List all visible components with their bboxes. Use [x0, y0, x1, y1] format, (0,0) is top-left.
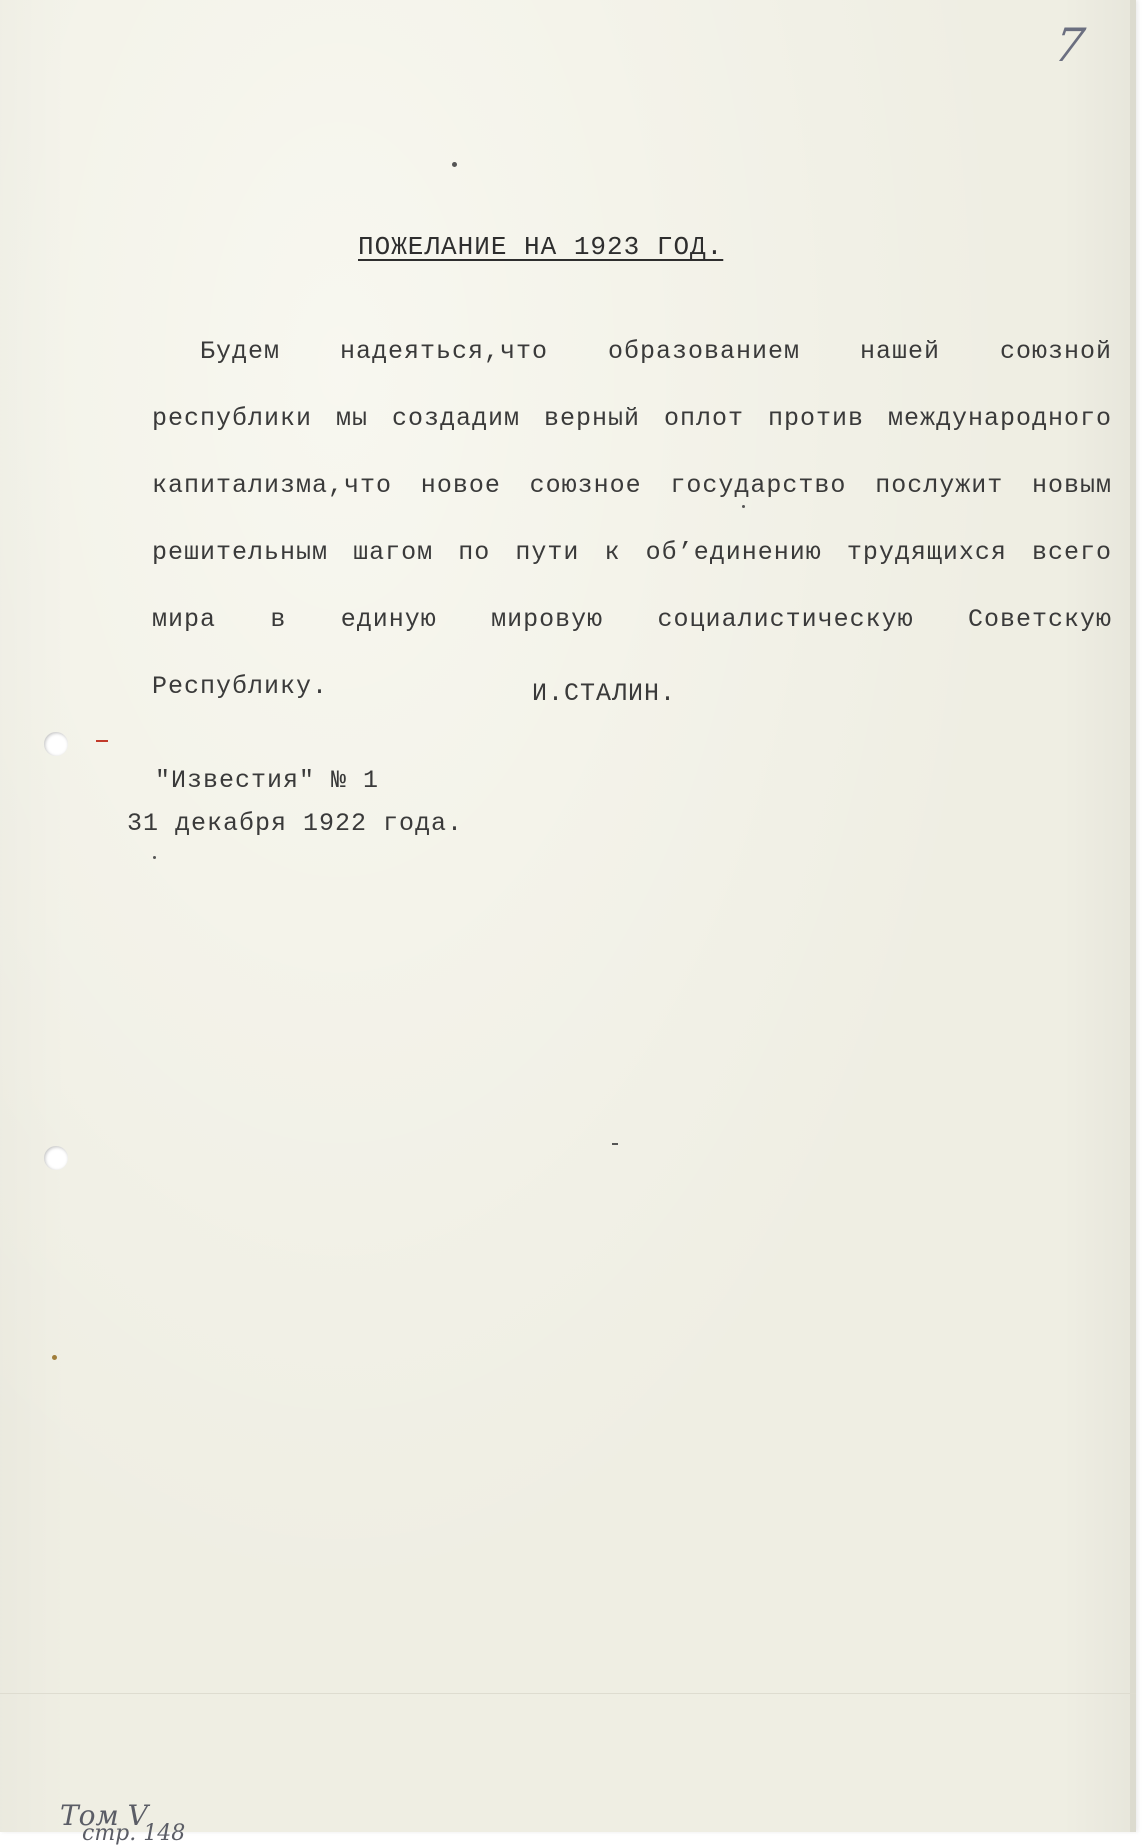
- margin-mark: [96, 740, 108, 742]
- ink-speck: [52, 1355, 57, 1360]
- archive-volume: Том V: [60, 1799, 148, 1832]
- publication-date: 31 декабря 1922 года.: [127, 809, 464, 838]
- archive-note: [60, 1799, 186, 1847]
- document-body: Будем надеяться,что образованием нашей союзной республики мы создадим верный оплот против международного капитализма,что новое союзное государство послужит новым решительным шагом по пути к об’единению трудящихся всего мира в единую мировую социалистическую Советскую Республику.: [152, 337, 1112, 701]
- publication-source: "Известия" № 1: [155, 766, 380, 795]
- archive-page: стр. 148: [82, 1821, 186, 1846]
- ink-speck: [612, 1143, 618, 1145]
- punch-hole: [44, 1146, 68, 1170]
- signature: И.СТАЛИН.: [532, 679, 677, 708]
- page-number: 7: [1051, 18, 1089, 72]
- ink-speck: [452, 162, 457, 167]
- punch-hole: [44, 732, 68, 756]
- paper-fold: [0, 1693, 1136, 1694]
- document-title: ПОЖЕЛАНИЕ НА 1923 ГОД.: [358, 232, 724, 262]
- ink-speck: [153, 856, 156, 859]
